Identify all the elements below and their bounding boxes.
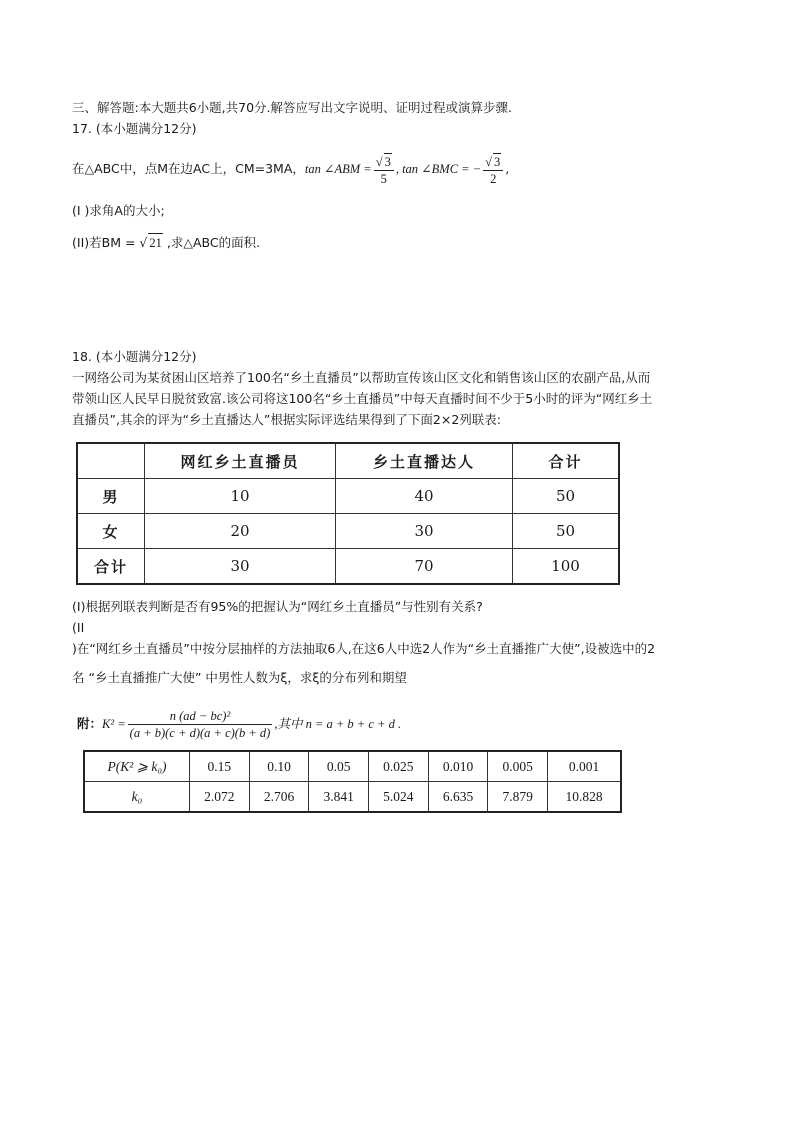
q18-paragraph-line-2: 带领山区人民早日脱贫致富.该公司将这100名“乡土直播员”中每天直播时间不少于5小时的评为“网红乡土 xyxy=(72,391,653,406)
q17-tan1-label: tan ∠ABM = xyxy=(304,162,372,176)
q18-part2-line-1: )在“网红乡土直播员”中按分层抽样的方法抽取6人,在这6人中选2人作为“乡土直播推广大使”,设被选中的2 xyxy=(72,641,656,656)
table-row xyxy=(77,514,619,549)
table-cell: 0.005 xyxy=(488,751,548,782)
formula-lhs: K² = xyxy=(102,717,126,731)
q17-part2-prefix: (II)若BM = xyxy=(72,235,140,250)
table-cell: 0.010 xyxy=(428,751,488,782)
q17-tan1-fraction: $\frac{√ 3}{5}$ xyxy=(374,153,394,187)
q17-part2: (II)若BM = √ 21 ,求△ABC的面积. xyxy=(72,235,261,250)
formula-fraction xyxy=(128,708,273,741)
q18-part2-line-2: 名 “乡土直播推广大使” 中男性人数为ξ，求ξ的分布列和期望 xyxy=(72,670,407,685)
table-cell: 70 xyxy=(336,549,513,585)
q17-tan2-label: , tan ∠BMC = − xyxy=(395,162,482,176)
table-cell: 50 xyxy=(513,514,620,549)
table-cell: 10 xyxy=(145,479,336,514)
section-heading: 三、解答题:本大题共6小题,共70分.解答应写出文字说明、证明过程或演算步骤. xyxy=(72,100,512,115)
table-cell: 7.879 xyxy=(488,782,548,813)
appendix-formula xyxy=(77,704,401,744)
q17-stem-prefix: 在△ABC中，点M在边AC上，CM=3MA， xyxy=(72,161,305,176)
table-cell: 3.841 xyxy=(309,782,369,813)
table-cell: 40 xyxy=(336,479,513,514)
table-row xyxy=(77,479,619,514)
formula-tail: ,其中 n = a + b + c + d . xyxy=(274,717,402,731)
table-cell: 0.001 xyxy=(548,751,621,782)
table-cell: 100 xyxy=(513,549,620,585)
table-cell: 50 xyxy=(513,479,620,514)
table-row xyxy=(84,751,621,782)
table-cell: 30 xyxy=(145,549,336,585)
table-header-cell: 乡土直播达人 xyxy=(336,443,513,479)
table-cell: 6.635 xyxy=(428,782,488,813)
q17-tan1-den: 5 xyxy=(380,171,387,186)
q17-part2-radicand: 21 xyxy=(148,233,163,252)
q18-title: 18. (本小题满分12分) xyxy=(72,349,197,364)
q17-tan2-fraction: $\frac{√ 3}{2}$ xyxy=(483,153,503,187)
table-row-label: 女 xyxy=(77,514,145,549)
table-cell: 20 xyxy=(145,514,336,549)
q17-tan2-den: 2 xyxy=(490,171,497,186)
table-row-label: k₀ xyxy=(84,782,190,813)
table-cell: 30 xyxy=(336,514,513,549)
q17-tan1-num: 3 xyxy=(384,154,391,169)
table-row xyxy=(77,549,619,585)
q17-stem-end: , xyxy=(505,161,510,176)
q17-stem xyxy=(72,148,509,190)
k-squared-critical-table xyxy=(83,750,622,813)
formula-numerator: n (ad − bc)² xyxy=(128,708,273,725)
q17-part2-suffix: ,求△ABC的面积. xyxy=(162,235,261,250)
q17-tan2-num: 3 xyxy=(494,154,501,169)
table-header-row xyxy=(77,443,619,479)
table-row-label: 合计 xyxy=(77,549,145,585)
q17-title: 17. (本小题满分12分) xyxy=(72,121,197,136)
table-cell: 10.828 xyxy=(548,782,621,813)
table-cell: 5.024 xyxy=(369,782,429,813)
formula-denominator: (a + b)(c + d)(a + c)(b + d) xyxy=(129,726,271,740)
table-cell: 0.15 xyxy=(190,751,250,782)
q18-paragraph-line-1: 一网络公司为某贫困山区培养了100名“乡土直播员”以帮助宣传该山区文化和销售该山区的农副产品,从而 xyxy=(72,370,651,385)
q17-part1: (I )求角A的大小; xyxy=(72,203,165,218)
table-cell: 0.025 xyxy=(369,751,429,782)
table-header-cell: 合计 xyxy=(513,443,620,479)
table-cell: 2.706 xyxy=(249,782,309,813)
q18-paragraph-line-3: 直播员”,其余的评为“乡土直播达人”根据实际评选结果得到了下面2×2列联表: xyxy=(72,412,501,427)
appendix-label: 附： xyxy=(77,716,103,731)
q18-part2-head: (II xyxy=(72,620,85,635)
contingency-table xyxy=(76,442,620,585)
table-cell: 0.10 xyxy=(249,751,309,782)
table-header-cell xyxy=(77,443,145,479)
table-header-cell: 网红乡土直播员 xyxy=(145,443,336,479)
table-row-label: P(K² ⩾ k₀) xyxy=(84,751,190,782)
q18-part1: (I)根据列联表判断是否有95%的把握认为“网红乡土直播员”与性别有关系? xyxy=(72,599,483,614)
table-row xyxy=(84,782,621,813)
table-row-label: 男 xyxy=(77,479,145,514)
table-cell: 0.05 xyxy=(309,751,369,782)
table-cell: 2.072 xyxy=(190,782,250,813)
